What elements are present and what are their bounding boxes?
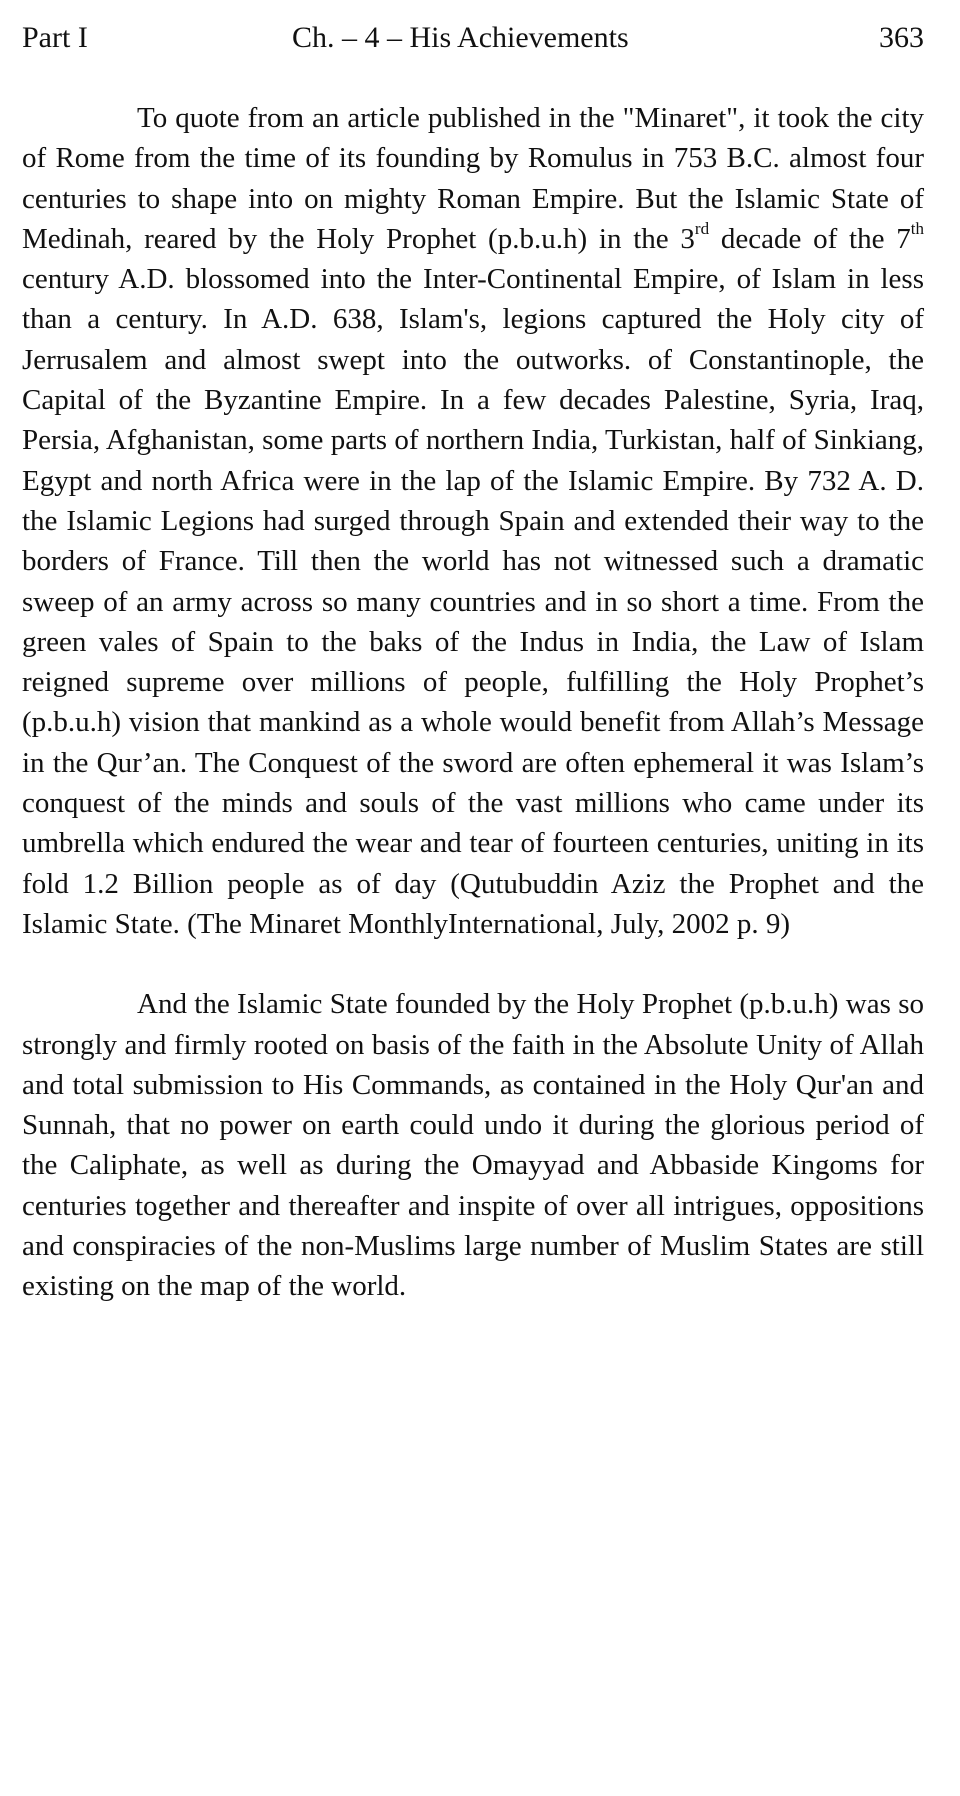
chapter-title: Ch. – 4 – His Achievements — [292, 21, 629, 54]
ordinal-rd: rd — [694, 219, 710, 239]
paragraph-1-part-3: century A.D. blossomed into the Inter-Continental Empire, of Islam in less than a century. In A.D. 638, Islam's, legions captured the Holy city of Jerrusalem and almost swept into the outworks. of Constantinople, the Capital of the Byzantine Empire. In a few decades Palestine, Syria, Iraq, Persia, Afghanistan, some parts of northern India, Turkistan, half of Sinkiang, Egypt and north Africa were in the lap of the Islamic Empire. By 732 A. D. the Islamic Legions had surged through Spain and extended their way to the borders of France. Till then the world has not witnessed such a dramatic sweep of an army across so many countries and in so short a time. From the green vales of Spain to the baks of the Indus in India, the Law of Islam reigned supreme over millions of people, fulfilling the Holy Prophet’s (p.b.u.h) vision that mankind as a whole would benefit from Allah’s Message in the Qur’an. The Conquest of the sword are often ephemeral it was Islam’s conquest of the minds and souls of the vast millions who came under its umbrella which endured the wear and tear of fourteen centuries, uniting in its fold 1.2 Billion people as of day (Qutubuddin Aziz the Prophet and the Islamic State. (The Minaret MonthlyInternational, July, 2002 p. 9) — [22, 263, 924, 940]
paragraph-1-part-1: To quote from an article published in the "Minaret", it took the city of Rome from the time of its founding by Romulus in 753 B.C. almost four centuries to shape into on mighty Roman Empire. But the Islamic State of Medinah, reared by the Holy Prophet (p.b.u.h) in the 3 — [22, 102, 924, 255]
running-header — [22, 18, 938, 58]
part-label: Part I — [22, 21, 88, 54]
paragraph-1 — [22, 98, 924, 944]
body-text — [22, 98, 924, 1307]
page-number: 363 — [879, 21, 924, 54]
paragraph-2: And the Islamic State founded by the Holy Prophet (p.b.u.h) was so strongly and firmly rooted on basis of the faith in the Absolute Unity of Allah and total submission to His Commands, as contained in the Holy Qur'an and Sunnah, that no power on earth could undo it during the glorious period of the Caliphate, as well as during the Omayyad and Abbaside Kingoms for centuries together and thereafter and inspite of over all intrigues, oppositions and conspiracies of the non-Muslims large number of Muslim States are still existing on the map of the world. — [22, 988, 924, 1303]
ordinal-th: th — [910, 219, 924, 239]
paragraph-1-part-2: decade of the 7 — [709, 222, 911, 255]
